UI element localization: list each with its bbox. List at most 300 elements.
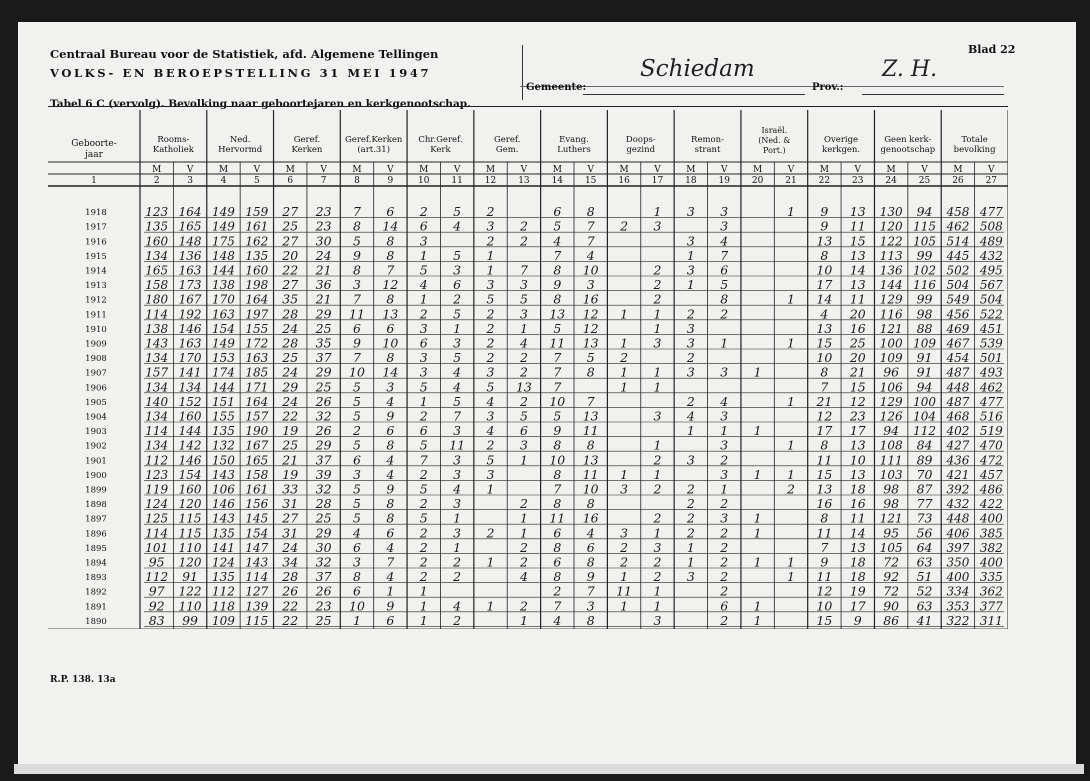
table-cell: 32 [315, 554, 332, 570]
table-cell: 114 [145, 307, 169, 322]
table-cell: 134 [145, 409, 169, 424]
table-cell: 28 [282, 569, 299, 585]
column-number: 13 [518, 176, 530, 186]
table-cell: 24 [282, 364, 299, 380]
table-cell: 2 [720, 539, 729, 555]
table-cell: 4 [386, 452, 395, 468]
table-cell: 24 [282, 393, 299, 409]
table-cell: 140 [145, 394, 169, 409]
table-cell: 6 [553, 204, 562, 220]
table-cell: 4 [386, 539, 395, 555]
year-label: 1894 [85, 558, 107, 569]
table-cell: 12 [816, 583, 833, 599]
table-cell: 23 [315, 598, 332, 614]
table-cell: 152 [178, 394, 202, 409]
column-number: 10 [418, 176, 430, 186]
table-cell: 4 [720, 393, 729, 409]
table-cell: 155 [245, 321, 269, 336]
table-cell: 3 [620, 525, 629, 541]
table-cell: 108 [879, 438, 903, 453]
table-cell: 12 [382, 277, 399, 293]
table-cell: 192 [178, 307, 202, 322]
table-cell: 5 [720, 277, 729, 293]
group-header-label: Gem. [495, 145, 519, 155]
table-cell: 322 [946, 613, 970, 628]
table-cell: 2 [519, 539, 528, 555]
year-header-line-1: Geboorte- [71, 139, 117, 149]
table-cell: 8 [553, 569, 562, 585]
year-label: 1896 [85, 529, 107, 540]
table-cell: 1 [486, 554, 495, 570]
table-cell: 129 [879, 292, 903, 307]
table-cell: 27 [282, 233, 299, 249]
table-cell: 23 [315, 204, 332, 220]
table-cell: 8 [386, 437, 395, 453]
table-cell: 7 [419, 452, 428, 468]
table-cell: 3 [586, 277, 595, 293]
table-cell: 14 [382, 218, 399, 234]
table-cell: 2 [720, 452, 729, 468]
table-cell: 98 [883, 481, 900, 497]
sex-label-v: V [921, 165, 928, 175]
table-cell: 8 [586, 496, 595, 512]
table-cell: 2 [486, 525, 495, 541]
sex-label-m: M [352, 165, 362, 175]
table-cell: 13 [515, 379, 532, 395]
table-cell: 1 [453, 320, 462, 336]
table-cell: 4 [453, 481, 462, 497]
table-cell: 135 [212, 424, 235, 439]
table-cell: 25 [315, 612, 332, 628]
table-cell: 23 [849, 408, 866, 424]
table-cell: 11 [582, 466, 599, 482]
table-cell: 1 [653, 204, 662, 220]
table-cell: 115 [913, 219, 936, 234]
table-cell: 1 [787, 569, 795, 585]
table-cell: 104 [913, 409, 936, 424]
column-number: 18 [685, 176, 697, 186]
table-cell: 448 [946, 380, 970, 395]
table-cell: 13 [849, 437, 866, 453]
table-cell: 146 [212, 497, 235, 512]
table-cell: 156 [245, 497, 269, 512]
table-cell: 1 [620, 598, 629, 614]
table-cell: 445 [946, 248, 970, 263]
table-cell: 10 [349, 364, 365, 380]
table-cell: 129 [879, 394, 903, 409]
table-cell: 3 [519, 277, 528, 293]
table-cell: 103 [879, 467, 903, 482]
table-cell: 1 [753, 364, 762, 380]
year-label: 1913 [85, 281, 107, 292]
table-cell: 99 [916, 247, 933, 263]
table-cell: 1 [386, 583, 395, 599]
table-cell: 2 [419, 554, 428, 570]
table-cell: 13 [816, 320, 833, 336]
table-cell: 4 [386, 569, 395, 585]
table-cell: 7 [553, 364, 562, 380]
table-cell: 487 [946, 394, 970, 409]
table-cell: 141 [212, 540, 235, 555]
table-cell: 13 [849, 204, 866, 220]
table-cell: 9 [353, 335, 361, 351]
table-cell: 2 [419, 204, 428, 220]
table-cell: 2 [419, 408, 428, 424]
table-cell: 155 [212, 409, 235, 424]
table-cell: 2 [419, 539, 428, 555]
table-cell: 3 [720, 218, 729, 234]
table-cell: 2 [720, 306, 729, 322]
table-cell: 377 [979, 599, 1003, 614]
year-label: 1898 [85, 500, 107, 511]
table-cell: 63 [916, 598, 933, 614]
table-cell: 29 [315, 437, 332, 453]
table-cell: 115 [178, 526, 202, 541]
table-cell: 13 [816, 481, 833, 497]
province-label: Prov.: [812, 82, 844, 93]
table-cell: 1 [653, 379, 662, 395]
table-cell: 27 [282, 277, 299, 293]
table-cell: 90 [883, 598, 900, 614]
table-cell: 8 [353, 218, 361, 234]
column-number: 19 [718, 176, 730, 186]
table-cell: 154 [212, 321, 235, 336]
table-cell: 26 [315, 423, 332, 439]
table-cell: 5 [353, 496, 361, 512]
header-separator [522, 45, 523, 100]
table-cell: 88 [916, 320, 933, 336]
table-cell: 7 [519, 262, 528, 278]
table-cell: 7 [386, 262, 395, 278]
table-cell: 5 [419, 262, 428, 278]
table-cell: 17 [849, 598, 866, 614]
table-cell: 1 [753, 510, 762, 526]
table-cell: 13 [582, 452, 599, 468]
table-cell: 11 [849, 218, 866, 234]
table-cell: 5 [353, 408, 361, 424]
table-cell: 2 [653, 277, 662, 293]
sex-label-v: V [787, 165, 795, 175]
table-cell: 135 [212, 526, 235, 541]
year-label: 1911 [85, 310, 107, 321]
table-cell: 5 [453, 306, 462, 322]
year-label: 1905 [85, 397, 107, 408]
table-cell: 25 [282, 218, 299, 234]
table-cell: 3 [653, 612, 662, 628]
table-cell: 4 [386, 393, 395, 409]
table-cell: 502 [946, 263, 970, 278]
table-cell: 109 [212, 613, 235, 628]
table-cell: 1 [453, 510, 462, 526]
table-cell: 1 [787, 335, 795, 351]
table-cell: 382 [979, 540, 1003, 555]
table-cell: 7 [453, 408, 462, 424]
table-cell: 134 [145, 248, 169, 263]
table-cell: 122 [178, 584, 202, 599]
table-cell: 157 [145, 365, 169, 380]
table-cell: 6 [419, 335, 428, 351]
table-cell: 451 [979, 321, 1003, 336]
table-cell: 120 [178, 497, 202, 512]
table-cell: 167 [178, 292, 202, 307]
sex-label-v: V [854, 165, 862, 175]
table-cell: 14 [849, 525, 866, 541]
table-cell: 164 [178, 205, 202, 220]
table-cell: 29 [315, 306, 332, 322]
table-cell: 64 [916, 539, 933, 555]
table-cell: 421 [946, 467, 970, 482]
table-cell: 10 [816, 350, 833, 366]
table-cell: 120 [879, 219, 903, 234]
year-label: 1900 [85, 470, 107, 481]
table-cell: 392 [946, 482, 970, 497]
table-cell: 13 [849, 466, 866, 482]
table-cell: 25 [315, 379, 332, 395]
group-header-label: bevolking [953, 145, 996, 155]
table-cell: 522 [979, 307, 1003, 322]
table-cell: 5 [353, 233, 361, 249]
table-cell: 1 [519, 612, 528, 628]
table-cell: 2 [686, 496, 695, 512]
table-top-rule [48, 106, 1008, 107]
table-cell: 3 [353, 277, 361, 293]
table-cell: 26 [282, 583, 299, 599]
sex-label-v: V [654, 165, 661, 175]
table-cell: 16 [582, 291, 599, 307]
table-cell: 31 [282, 525, 299, 541]
table-cell: 5 [453, 204, 462, 220]
table-cell: 31 [282, 496, 299, 512]
table-cell: 3 [686, 233, 695, 249]
group-header-label: Ned. [229, 135, 251, 145]
census-title: VOLKS- EN BEROEPSTELLING 31 MEI 1947 [50, 66, 432, 80]
column-number: 15 [584, 176, 597, 186]
table-cell: 2 [653, 452, 662, 468]
table-cell: 24 [282, 539, 299, 555]
table-cell: 11 [816, 452, 833, 468]
table-cell: 1 [620, 306, 629, 322]
table-cell: 5 [453, 247, 462, 263]
table-cell: 9 [353, 247, 361, 263]
table-cell: 159 [245, 205, 269, 220]
table-cell: 350 [946, 555, 970, 570]
table-cell: 1 [419, 598, 428, 614]
table-cell: 448 [946, 511, 970, 526]
table-cell: 138 [212, 278, 235, 293]
table-cell: 4 [720, 233, 729, 249]
table-cell: 2 [419, 496, 428, 512]
table-cell: 7 [353, 204, 361, 220]
table-cell: 3 [686, 262, 695, 278]
year-label: 1912 [85, 295, 107, 306]
table-cell: 124 [145, 497, 169, 512]
table-cell: 11 [549, 335, 566, 351]
table-cell: 3 [419, 350, 428, 366]
column-number: 12 [484, 176, 497, 186]
year-label: 1910 [85, 324, 107, 335]
table-cell: 8 [586, 437, 595, 453]
table-cell: 1 [453, 539, 462, 555]
table-cell: 10 [582, 262, 599, 278]
table-cell: 8 [353, 262, 361, 278]
sex-label-v: V [988, 165, 995, 175]
column-number: 2 [153, 176, 160, 186]
table-cell: 99 [182, 612, 199, 628]
table-cell: 400 [979, 555, 1003, 570]
table-cell: 456 [946, 307, 970, 322]
table-cell: 153 [212, 351, 235, 366]
group-header-label: Doops- [625, 135, 656, 145]
table-cell: 25 [282, 437, 299, 453]
table-cell: 5 [486, 379, 495, 395]
table-cell: 105 [879, 540, 903, 555]
table-cell: 17 [816, 277, 833, 293]
table-cell: 6 [419, 218, 428, 234]
sex-label-v: V [253, 165, 261, 175]
table-cell: 109 [879, 351, 903, 366]
table-cell: 1 [753, 598, 762, 614]
table-cell: 9 [553, 277, 562, 293]
table-cell: 97 [148, 583, 165, 599]
table-cell: 5 [353, 393, 361, 409]
table-cell: 21 [816, 393, 833, 409]
table-cell: 41 [916, 612, 933, 628]
table-cell: 10 [382, 335, 399, 351]
table-cell: 15 [816, 335, 833, 351]
table-cell: 458 [946, 205, 970, 220]
table-cell: 1 [653, 466, 662, 482]
table-cell: 4 [553, 233, 562, 249]
table-cell: 6 [386, 525, 395, 541]
table-cell: 10 [549, 393, 566, 409]
table-cell: 477 [979, 394, 1003, 409]
table-cell: 495 [979, 263, 1003, 278]
table-cell: 145 [245, 511, 269, 526]
table-cell: 165 [145, 263, 169, 278]
header-rule [520, 86, 1004, 87]
table-cell: 8 [586, 204, 595, 220]
table-cell: 165 [178, 219, 202, 234]
year-label: 1914 [85, 266, 107, 277]
table-cell: 149 [212, 336, 235, 351]
sex-label-m: M [285, 165, 295, 175]
table-cell: 185 [245, 365, 269, 380]
table-cell: 5 [486, 291, 495, 307]
table-cell: 493 [979, 365, 1003, 380]
table-cell: 22 [282, 598, 299, 614]
group-header-label: Israël. [761, 126, 788, 135]
table-cell: 2 [720, 496, 729, 512]
sex-label-m: M [953, 165, 963, 175]
table-cell: 86 [883, 612, 900, 628]
table-cell: 11 [816, 525, 833, 541]
year-label: 1893 [85, 573, 107, 584]
table-cell: 3 [453, 525, 462, 541]
table-cell: 91 [182, 569, 199, 585]
table-cell: 135 [212, 570, 235, 585]
table-cell: 95 [883, 525, 900, 541]
table-cell: 3 [653, 539, 662, 555]
table-cell: 116 [879, 307, 903, 322]
group-header-label: Evang. [559, 135, 589, 145]
table-cell: 110 [178, 540, 202, 555]
sex-label-m: M [552, 165, 562, 175]
table-cell: 35 [315, 335, 332, 351]
table-cell: 4 [453, 364, 462, 380]
table-cell: 112 [145, 570, 169, 585]
table-cell: 8 [720, 291, 729, 307]
table-cell: 6 [519, 423, 528, 439]
table-cell: 7 [586, 233, 595, 249]
table-cell: 1 [486, 481, 495, 497]
table-cell: 8 [586, 612, 595, 628]
table-cell: 5 [453, 393, 462, 409]
table-cell: 122 [879, 234, 903, 249]
sheet-number: Blad 22 [968, 43, 1016, 56]
table-cell: 1 [653, 525, 662, 541]
table-cell: 149 [212, 205, 235, 220]
table-cell: 4 [586, 247, 595, 263]
table-cell: 504 [979, 292, 1003, 307]
table-cell: 2 [486, 350, 495, 366]
table-cell: 14 [849, 262, 866, 278]
table-cell: 5 [486, 452, 495, 468]
sex-label-m: M [218, 165, 229, 175]
table-cell: 100 [879, 336, 903, 351]
table-cell: 9 [820, 204, 829, 220]
table-cell: 142 [178, 438, 202, 453]
table-cell: 25 [315, 320, 332, 336]
group-header-label: Totale [961, 135, 988, 145]
table-cell: 2 [486, 335, 495, 351]
table-cell: 12 [849, 393, 866, 409]
table-cell: 14 [382, 364, 399, 380]
table-cell: 124 [212, 555, 235, 570]
table-cell: 83 [148, 612, 165, 628]
table-cell: 504 [946, 278, 970, 293]
table-cell: 27 [282, 510, 299, 526]
table-cell: 6 [353, 452, 361, 468]
table-cell: 19 [282, 423, 299, 439]
table-cell: 21 [315, 262, 332, 278]
column-number: 26 [952, 176, 964, 186]
table-cell: 5 [353, 437, 361, 453]
table-cell: 16 [582, 510, 599, 526]
year-label: 1895 [85, 543, 107, 554]
table-cell: 198 [245, 278, 269, 293]
table-cell: 3 [686, 335, 695, 351]
table-cell: 5 [519, 408, 528, 424]
year-label: 1897 [85, 514, 107, 525]
table-cell: 114 [145, 526, 169, 541]
table-cell: 134 [145, 351, 169, 366]
table-cell: 549 [946, 292, 970, 307]
table-cell: 15 [816, 612, 833, 628]
table-cell: 125 [145, 511, 169, 526]
table-cell: 1 [720, 423, 729, 439]
table-cell: 21 [849, 364, 866, 380]
table-cell: 10 [816, 598, 833, 614]
year-label: 1916 [85, 237, 107, 248]
table-cell: 3 [419, 320, 428, 336]
table-cell: 7 [586, 393, 595, 409]
table-cell: 457 [979, 467, 1003, 482]
table-cell: 2 [519, 218, 528, 234]
form-id: R.P. 138. 13a [50, 675, 116, 685]
table-cell: 6 [553, 525, 562, 541]
table-cell: 37 [315, 569, 332, 585]
table-cell: 170 [212, 292, 235, 307]
